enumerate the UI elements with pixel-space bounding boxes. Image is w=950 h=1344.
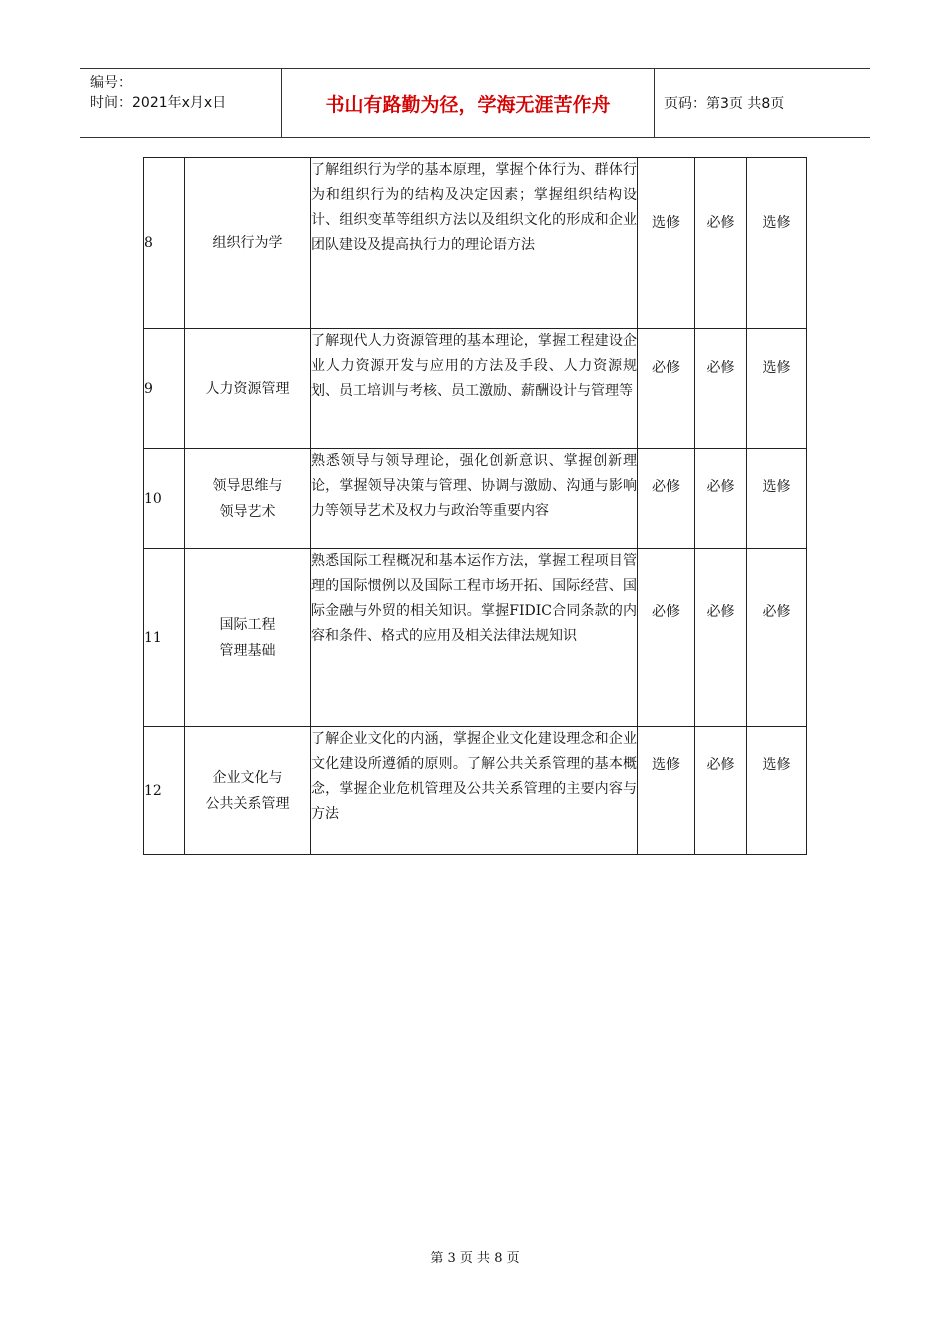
header-motto: 书山有路勤为径，学海无涯苦作舟	[325, 93, 611, 116]
header-left-cell	[80, 69, 282, 137]
table-row	[144, 549, 807, 727]
course-name	[185, 549, 311, 727]
requirement-cell: 必修	[638, 449, 695, 549]
course-description: 了解现代人力资源管理的基本理论，掌握工程建设企业人力资源开发与应用的方法及手段、人力资源规划、员工培训与考核、员工激励、薪酬设计与管理等	[311, 329, 638, 449]
page-header	[80, 68, 870, 138]
table-row	[144, 727, 807, 855]
requirement-cell: 必修	[695, 158, 747, 329]
course-name-line: 领导思维与	[212, 477, 283, 494]
course-description: 了解企业文化的内涵，掌握企业文化建设理念和企业文化建设所遵循的原则。了解公共关系管理的基本概念，掌握企业危机管理及公共关系管理的主要内容与方法	[311, 727, 638, 855]
row-number: 11	[144, 549, 185, 727]
table-row	[144, 329, 807, 449]
course-description: 了解组织行为学的基本原理，掌握个体行为、群体行为和组织行为的结构及决定因素；掌握组织结构设计、组织变革等组织方法以及组织文化的形成和企业团队建设及提高执行力的理论语方法	[311, 158, 638, 329]
course-name-line: 领导艺术	[219, 503, 276, 520]
course-name-line: 管理基础	[219, 642, 276, 659]
course-description: 熟悉领导与领导理论，强化创新意识、掌握创新理论，掌握领导决策与管理、协调与激励、沟通与影响力等领导艺术及权力与政治等重要内容	[311, 449, 638, 549]
requirement-cell: 必修	[638, 329, 695, 449]
page-footer: 第 3 页 共 8 页	[430, 1251, 520, 1266]
table-row	[144, 449, 807, 549]
requirement-cell: 选修	[638, 727, 695, 855]
requirement-cell: 选修	[747, 727, 807, 855]
row-number: 12	[144, 727, 185, 855]
requirement-cell: 必修	[695, 727, 747, 855]
course-name	[185, 449, 311, 549]
course-name-line: 企业文化与	[212, 769, 283, 786]
header-page-number: 页码：第3页 共8页	[664, 96, 785, 112]
document-number-label: 编号：	[90, 75, 132, 91]
row-number: 8	[144, 158, 185, 329]
row-number: 10	[144, 449, 185, 549]
header-page-cell	[655, 69, 870, 137]
course-description: 熟悉国际工程概况和基本运作方法，掌握工程项目管理的国际惯例以及国际工程市场开拓、国际经营、国际金融与外贸的相关知识。掌握FIDIC合同条款的内容和条件、格式的应用及相关法律法规知识	[311, 549, 638, 727]
header-motto-cell	[282, 69, 655, 137]
requirement-cell: 必修	[638, 549, 695, 727]
course-name	[185, 329, 311, 449]
document-date-label: 时间：2021年x月x日	[90, 95, 227, 111]
course-name	[185, 158, 311, 329]
requirement-cell: 选修	[747, 158, 807, 329]
requirement-cell: 选修	[638, 158, 695, 329]
course-name-line: 国际工程	[219, 616, 276, 633]
requirement-cell: 必修	[695, 329, 747, 449]
course-name	[185, 727, 311, 855]
requirement-cell: 选修	[747, 329, 807, 449]
requirement-cell: 必修	[695, 549, 747, 727]
row-number: 9	[144, 329, 185, 449]
table-row	[144, 158, 807, 329]
requirement-cell: 必修	[747, 549, 807, 727]
course-name-line: 人力资源管理	[205, 380, 290, 397]
requirement-cell: 选修	[747, 449, 807, 549]
requirement-cell: 必修	[695, 449, 747, 549]
course-name-line: 公共关系管理	[205, 795, 290, 812]
course-name-line: 组织行为学	[212, 235, 283, 251]
course-table	[143, 157, 807, 855]
